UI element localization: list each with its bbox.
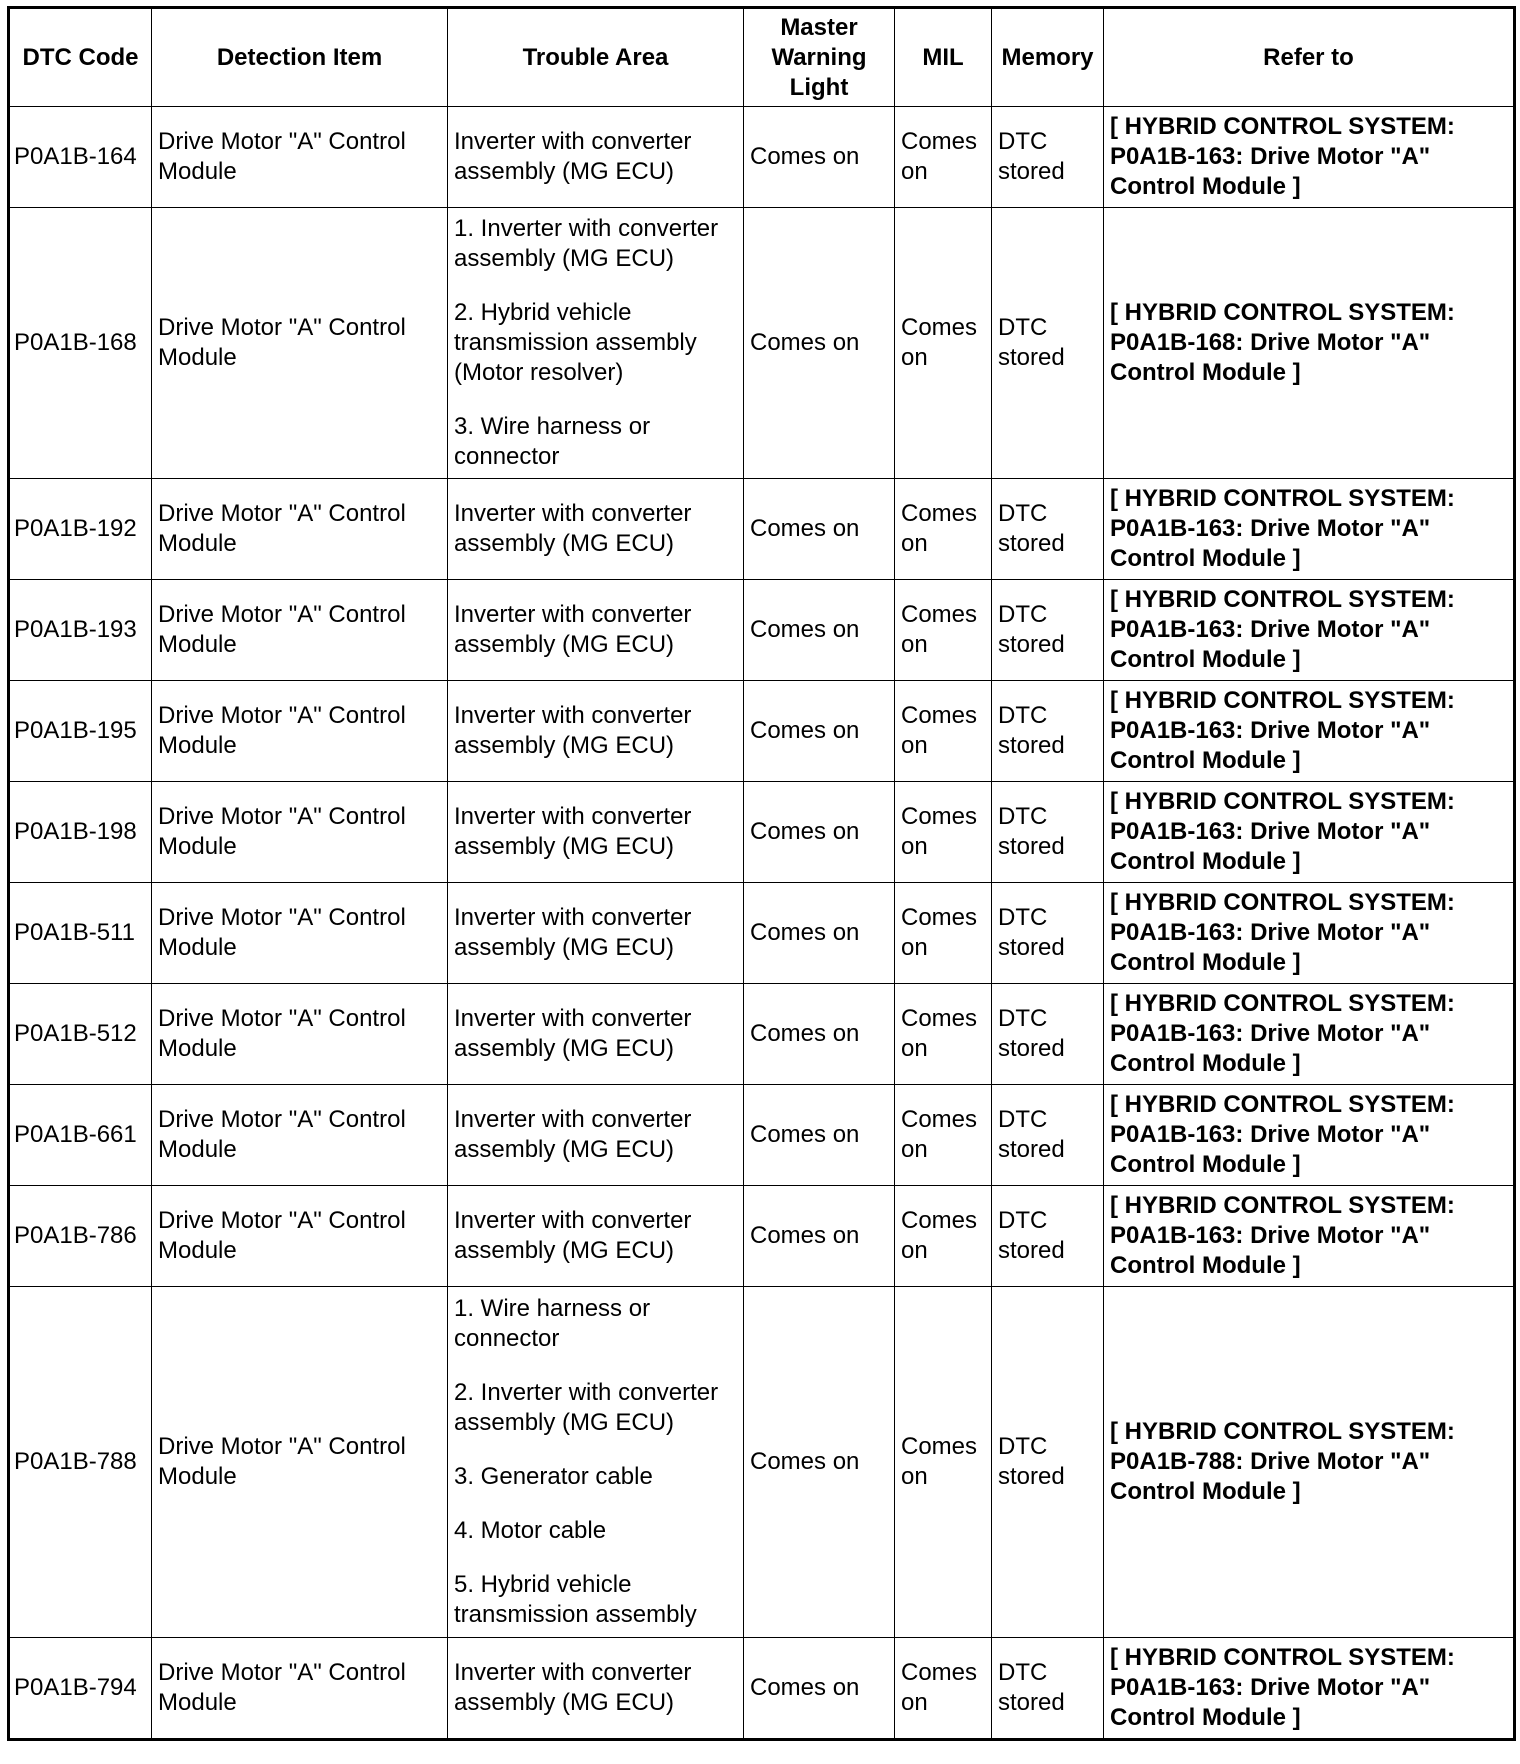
memory-cell: DTC stored xyxy=(992,1638,1104,1740)
trouble-area-item: 4. Motor cable xyxy=(454,1517,607,1544)
trouble-area-item: 2. Hybrid vehicle transmission assembly (Motor resolver) xyxy=(454,299,697,386)
trouble-area-item: Inverter with converter assembly (MG ECU) xyxy=(454,1005,692,1062)
refer-to-cell: [ HYBRID CONTROL SYSTEM: P0A1B-163: Drive Motor "A" Control Module ] xyxy=(1104,1638,1515,1740)
dtc-code-cell: P0A1B-164 xyxy=(9,107,152,208)
dtc-table xyxy=(7,6,1516,1741)
refer-to-cell: [ HYBRID CONTROL SYSTEM: P0A1B-168: Drive Motor "A" Control Module ] xyxy=(1104,208,1515,479)
mil-cell: Comes on xyxy=(895,883,992,984)
table-row xyxy=(9,1085,1515,1186)
table-row xyxy=(9,580,1515,681)
detection-item-cell: Drive Motor "A" Control Module xyxy=(152,479,448,580)
refer-to-cell: [ HYBRID CONTROL SYSTEM: P0A1B-788: Drive Motor "A" Control Module ] xyxy=(1104,1287,1515,1638)
master-warning-light-cell: Comes on xyxy=(744,1085,895,1186)
memory-cell: DTC stored xyxy=(992,681,1104,782)
memory-cell: DTC stored xyxy=(992,984,1104,1085)
table-row xyxy=(9,208,1515,479)
detection-item-cell: Drive Motor "A" Control Module xyxy=(152,782,448,883)
detection-item-cell: Drive Motor "A" Control Module xyxy=(152,984,448,1085)
trouble-area-cell xyxy=(448,1287,744,1638)
header-memory: Memory xyxy=(992,8,1104,107)
detection-item-cell: Drive Motor "A" Control Module xyxy=(152,1085,448,1186)
trouble-area-item: 1. Wire harness or connector xyxy=(454,1295,651,1352)
refer-to-cell: [ HYBRID CONTROL SYSTEM: P0A1B-163: Drive Motor "A" Control Module ] xyxy=(1104,782,1515,883)
memory-cell: DTC stored xyxy=(992,580,1104,681)
master-warning-light-cell: Comes on xyxy=(744,681,895,782)
master-warning-light-cell: Comes on xyxy=(744,208,895,479)
mil-cell: Comes on xyxy=(895,107,992,208)
table-row xyxy=(9,984,1515,1085)
detection-item-cell: Drive Motor "A" Control Module xyxy=(152,1287,448,1638)
table-row xyxy=(9,1186,1515,1287)
memory-cell: DTC stored xyxy=(992,1186,1104,1287)
trouble-area-cell xyxy=(448,1085,744,1186)
mil-cell: Comes on xyxy=(895,681,992,782)
trouble-area-item: Inverter with converter assembly (MG ECU) xyxy=(454,702,692,759)
trouble-area-cell xyxy=(448,782,744,883)
master-warning-light-cell: Comes on xyxy=(744,883,895,984)
trouble-area-item: Inverter with converter assembly (MG ECU) xyxy=(454,601,692,658)
trouble-area-item: 5. Hybrid vehicle transmission assembly xyxy=(454,1571,697,1628)
refer-to-cell: [ HYBRID CONTROL SYSTEM: P0A1B-163: Drive Motor "A" Control Module ] xyxy=(1104,580,1515,681)
trouble-area-item: Inverter with converter assembly (MG ECU) xyxy=(454,1207,692,1264)
dtc-code-cell: P0A1B-168 xyxy=(9,208,152,479)
table-row xyxy=(9,782,1515,883)
refer-to-cell: [ HYBRID CONTROL SYSTEM: P0A1B-163: Drive Motor "A" Control Module ] xyxy=(1104,107,1515,208)
mil-cell: Comes on xyxy=(895,479,992,580)
header-mil: MIL xyxy=(895,8,992,107)
memory-cell: DTC stored xyxy=(992,479,1104,580)
table-row xyxy=(9,1287,1515,1638)
trouble-area-item: 3. Wire harness or connector xyxy=(454,413,651,470)
mil-cell: Comes on xyxy=(895,580,992,681)
table-header-row xyxy=(9,8,1515,107)
memory-cell: DTC stored xyxy=(992,883,1104,984)
refer-to-cell: [ HYBRID CONTROL SYSTEM: P0A1B-163: Drive Motor "A" Control Module ] xyxy=(1104,984,1515,1085)
trouble-area-item: 1. Inverter with converter assembly (MG ECU) xyxy=(454,215,719,272)
dtc-code-cell: P0A1B-193 xyxy=(9,580,152,681)
header-detection-item: Detection Item xyxy=(152,8,448,107)
trouble-area-item: Inverter with converter assembly (MG ECU) xyxy=(454,1106,692,1163)
header-master-warning-light: Master Warning Light xyxy=(744,8,895,107)
header-refer-to: Refer to xyxy=(1104,8,1515,107)
trouble-area-cell xyxy=(448,580,744,681)
trouble-area-item: Inverter with converter assembly (MG ECU) xyxy=(454,128,692,185)
trouble-area-item: Inverter with converter assembly (MG ECU) xyxy=(454,904,692,961)
refer-to-cell: [ HYBRID CONTROL SYSTEM: P0A1B-163: Drive Motor "A" Control Module ] xyxy=(1104,681,1515,782)
master-warning-light-cell: Comes on xyxy=(744,1638,895,1740)
dtc-code-cell: P0A1B-198 xyxy=(9,782,152,883)
master-warning-light-cell: Comes on xyxy=(744,782,895,883)
detection-item-cell: Drive Motor "A" Control Module xyxy=(152,1638,448,1740)
dtc-code-cell: P0A1B-788 xyxy=(9,1287,152,1638)
master-warning-light-cell: Comes on xyxy=(744,580,895,681)
dtc-table-container xyxy=(7,6,1516,1741)
dtc-code-cell: P0A1B-512 xyxy=(9,984,152,1085)
memory-cell: DTC stored xyxy=(992,1085,1104,1186)
mil-cell: Comes on xyxy=(895,1085,992,1186)
header-trouble-area: Trouble Area xyxy=(448,8,744,107)
trouble-area-item: 3. Generator cable xyxy=(454,1463,653,1490)
table-row xyxy=(9,107,1515,208)
trouble-area-item: Inverter with converter assembly (MG ECU) xyxy=(454,803,692,860)
table-row xyxy=(9,681,1515,782)
dtc-code-cell: P0A1B-511 xyxy=(9,883,152,984)
master-warning-light-cell: Comes on xyxy=(744,107,895,208)
memory-cell: DTC stored xyxy=(992,107,1104,208)
master-warning-light-cell: Comes on xyxy=(744,1186,895,1287)
detection-item-cell: Drive Motor "A" Control Module xyxy=(152,883,448,984)
trouble-area-item: 2. Inverter with converter assembly (MG ECU) xyxy=(454,1379,719,1436)
dtc-code-cell: P0A1B-786 xyxy=(9,1186,152,1287)
trouble-area-cell xyxy=(448,883,744,984)
master-warning-light-cell: Comes on xyxy=(744,984,895,1085)
table-row xyxy=(9,479,1515,580)
mil-cell: Comes on xyxy=(895,984,992,1085)
dtc-code-cell: P0A1B-794 xyxy=(9,1638,152,1740)
detection-item-cell: Drive Motor "A" Control Module xyxy=(152,107,448,208)
master-warning-light-cell: Comes on xyxy=(744,479,895,580)
mil-cell: Comes on xyxy=(895,1638,992,1740)
detection-item-cell: Drive Motor "A" Control Module xyxy=(152,580,448,681)
dtc-code-cell: P0A1B-192 xyxy=(9,479,152,580)
trouble-area-cell xyxy=(448,208,744,479)
trouble-area-cell xyxy=(448,1186,744,1287)
header-dtc-code: DTC Code xyxy=(9,8,152,107)
memory-cell: DTC stored xyxy=(992,782,1104,883)
detection-item-cell: Drive Motor "A" Control Module xyxy=(152,681,448,782)
memory-cell: DTC stored xyxy=(992,208,1104,479)
trouble-area-cell xyxy=(448,1638,744,1740)
trouble-area-item: Inverter with converter assembly (MG ECU) xyxy=(454,1659,692,1716)
trouble-area-cell xyxy=(448,479,744,580)
mil-cell: Comes on xyxy=(895,1186,992,1287)
dtc-code-cell: P0A1B-661 xyxy=(9,1085,152,1186)
table-row xyxy=(9,1638,1515,1740)
mil-cell: Comes on xyxy=(895,782,992,883)
refer-to-cell: [ HYBRID CONTROL SYSTEM: P0A1B-163: Drive Motor "A" Control Module ] xyxy=(1104,479,1515,580)
dtc-code-cell: P0A1B-195 xyxy=(9,681,152,782)
refer-to-cell: [ HYBRID CONTROL SYSTEM: P0A1B-163: Drive Motor "A" Control Module ] xyxy=(1104,883,1515,984)
trouble-area-cell xyxy=(448,681,744,782)
detection-item-cell: Drive Motor "A" Control Module xyxy=(152,1186,448,1287)
mil-cell: Comes on xyxy=(895,1287,992,1638)
trouble-area-cell xyxy=(448,984,744,1085)
table-body xyxy=(9,107,1515,1740)
refer-to-cell: [ HYBRID CONTROL SYSTEM: P0A1B-163: Drive Motor "A" Control Module ] xyxy=(1104,1085,1515,1186)
mil-cell: Comes on xyxy=(895,208,992,479)
trouble-area-item: Inverter with converter assembly (MG ECU) xyxy=(454,500,692,557)
detection-item-cell: Drive Motor "A" Control Module xyxy=(152,208,448,479)
memory-cell: DTC stored xyxy=(992,1287,1104,1638)
table-row xyxy=(9,883,1515,984)
refer-to-cell: [ HYBRID CONTROL SYSTEM: P0A1B-163: Drive Motor "A" Control Module ] xyxy=(1104,1186,1515,1287)
trouble-area-cell xyxy=(448,107,744,208)
master-warning-light-cell: Comes on xyxy=(744,1287,895,1638)
